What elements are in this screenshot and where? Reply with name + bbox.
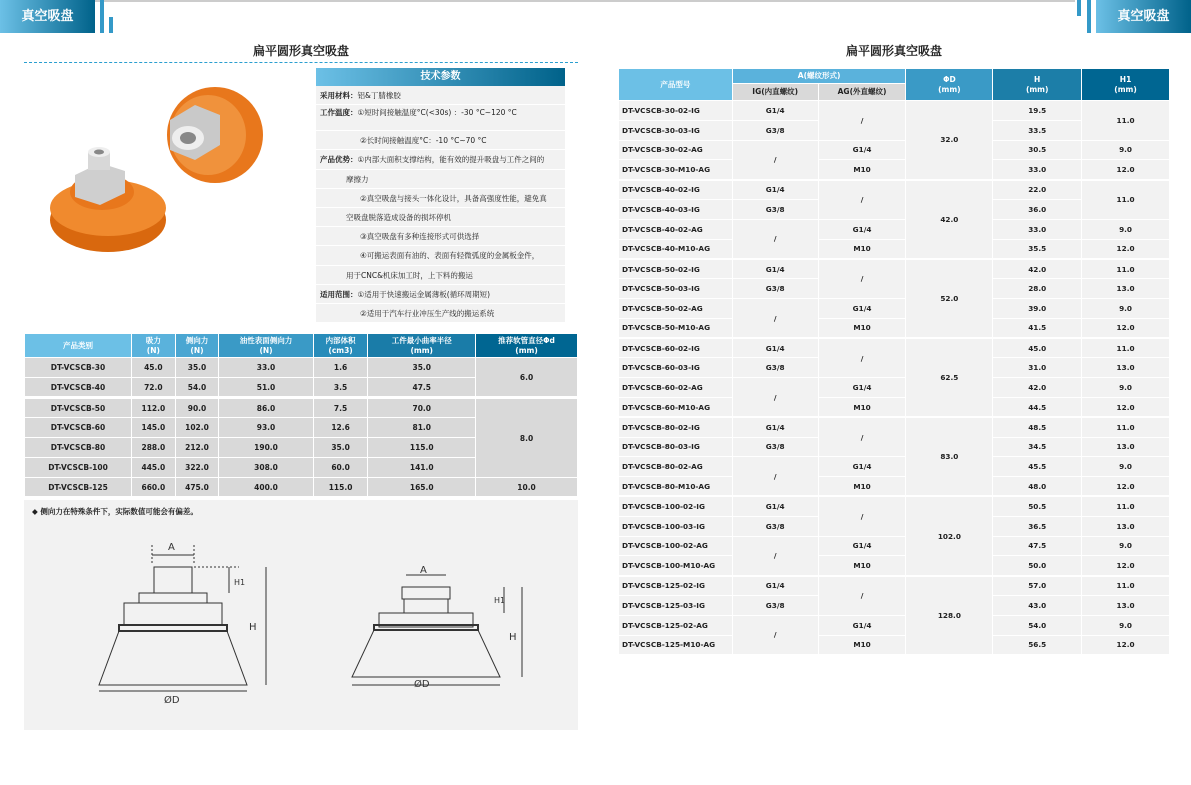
model-row	[619, 239, 1170, 259]
model-cell: DT-VCSCB-100-02-IG	[619, 496, 733, 516]
model-cell: DT-VCSCB-40-02-AG	[619, 219, 733, 239]
ag-thread-cell: M10	[818, 477, 906, 497]
spec-cell: 35.0	[313, 438, 368, 458]
spec-row	[25, 358, 578, 378]
ag-thread-cell: G1/4	[818, 298, 906, 318]
model-cell: DT-VCSCB-50-02-AG	[619, 298, 733, 318]
diameter-cell: 83.0	[906, 417, 993, 496]
h-cell: 36.0	[993, 199, 1082, 219]
ig-thread-cell: /	[732, 298, 818, 338]
header-thread: A(螺纹形式)	[732, 69, 906, 84]
tech-param-text: ②适用于汽车行业冲压生产线的搬运系统	[360, 308, 495, 318]
h-cell: 33.0	[993, 219, 1082, 239]
tech-param-text: ①短时间接触温度°C(<30s) ：-30 °C~120 °C	[357, 108, 517, 118]
spec-cell: 47.5	[368, 378, 476, 398]
ag-thread-cell: M10	[818, 239, 906, 259]
model-row	[619, 615, 1170, 635]
model-cell: DT-VCSCB-80-M10-AG	[619, 477, 733, 497]
model-cell: DT-VCSCB-50-M10-AG	[619, 318, 733, 338]
spec-header: 推荐软管直径Φd (mm)	[476, 334, 578, 358]
tech-param-row	[316, 227, 565, 246]
h1-cell: 11.0	[1082, 417, 1170, 437]
h1-cell: 12.0	[1082, 397, 1170, 417]
tech-param-text: ①内部大面积支撑结构，能有效的提升吸盘与工件之间的	[357, 155, 545, 165]
diameter-cell: 102.0	[906, 496, 993, 575]
spec-cell: 400.0	[219, 478, 313, 498]
spec-cell: 660.0	[132, 478, 176, 498]
model-row	[619, 219, 1170, 239]
ig-thread-cell: G3/8	[732, 437, 818, 457]
h-cell: 28.0	[993, 279, 1082, 299]
model-row	[619, 378, 1170, 398]
h1-cell: 9.0	[1082, 378, 1170, 398]
h1-cell: 11.0	[1082, 576, 1170, 596]
dim-d-label: ØD	[414, 679, 430, 690]
h1-cell: 11.0	[1082, 338, 1170, 358]
ag-thread-cell: M10	[818, 556, 906, 576]
notes-drawing-panel	[24, 500, 578, 730]
model-row	[619, 457, 1170, 477]
spec-header: 产品类别	[25, 334, 132, 358]
top-rule-right	[595, 0, 1075, 2]
tech-param-label: 适用范围：	[320, 289, 358, 299]
model-cell: DT-VCSCB-125-02-AG	[619, 615, 733, 635]
header-model: 产品型号	[619, 69, 733, 101]
spec-cell: 54.0	[175, 378, 219, 398]
dim-d-label: ØD	[164, 695, 180, 705]
ag-thread-cell: G1/4	[818, 140, 906, 160]
dim-a-label: A	[420, 565, 427, 576]
h1-cell: 11.0	[1082, 180, 1170, 220]
model-row	[619, 180, 1170, 200]
dim-h-label: H	[509, 632, 517, 643]
model-cell: DT-VCSCB-40-M10-AG	[619, 239, 733, 259]
dim-a-label: A	[168, 542, 175, 553]
model-cell: DT-VCSCB-100-02-AG	[619, 536, 733, 556]
model-cell: DT-VCSCB-50-02-IG	[619, 259, 733, 279]
h1-cell: 12.0	[1082, 239, 1170, 259]
h-cell: 36.5	[993, 516, 1082, 536]
tech-param-row	[316, 131, 565, 150]
spec-table	[24, 333, 578, 499]
h-cell: 33.5	[993, 120, 1082, 140]
side-force-note: ◆ 侧向力在特殊条件下，实际数值可能会有偏差。	[32, 507, 198, 516]
tech-param-text: 摩擦力	[346, 174, 369, 184]
hose-diameter-cell: 8.0	[476, 398, 578, 478]
spec-cell: 51.0	[219, 378, 313, 398]
spec-cell: 165.0	[368, 478, 476, 498]
model-cell: DT-VCSCB-60-M10-AG	[619, 397, 733, 417]
spec-cell: 445.0	[132, 458, 176, 478]
tech-param-row	[316, 208, 565, 227]
model-cell: DT-VCSCB-125-M10-AG	[619, 635, 733, 655]
dimension-drawing-ig	[94, 535, 304, 705]
h-cell: 48.0	[993, 477, 1082, 497]
spec-cell: 60.0	[313, 458, 368, 478]
h1-cell: 13.0	[1082, 516, 1170, 536]
h1-cell: 9.0	[1082, 536, 1170, 556]
ag-thread-cell: /	[818, 417, 906, 457]
header-d: ΦD (mm)	[906, 69, 993, 101]
h1-cell: 12.0	[1082, 318, 1170, 338]
h1-cell: 12.0	[1082, 477, 1170, 497]
tech-param-row	[316, 246, 565, 265]
left-title-divider	[24, 62, 578, 63]
dim-h1-label: H1	[234, 578, 246, 587]
spec-cell: 212.0	[175, 438, 219, 458]
ig-thread-cell: /	[732, 457, 818, 497]
ag-thread-cell: G1/4	[818, 378, 906, 398]
tech-param-text: ②真空吸盘与接头一体化设计，具备高强度性能，避免真	[360, 193, 547, 203]
tech-params-panel	[316, 68, 565, 323]
model-cell: DT-VCSCB-50-03-IG	[619, 279, 733, 299]
ag-thread-cell: M10	[818, 318, 906, 338]
ig-thread-cell: /	[732, 615, 818, 655]
model-cell: DT-VCSCB-30-02-AG	[619, 140, 733, 160]
ig-thread-cell: G1/4	[732, 417, 818, 437]
spec-cell: DT-VCSCB-100	[25, 458, 132, 478]
section-banner-right: 真空吸盘	[1096, 0, 1191, 33]
h-cell: 33.0	[993, 160, 1082, 180]
left-section-title: 扁平圆形真空吸盘	[252, 44, 349, 58]
spec-cell: 90.0	[175, 398, 219, 418]
right-section-title: 扁平圆形真空吸盘	[845, 44, 942, 58]
spec-cell: 3.5	[313, 378, 368, 398]
product-image	[40, 80, 310, 270]
decor-bar	[1077, 0, 1081, 16]
spec-cell: 145.0	[132, 418, 176, 438]
ig-thread-cell: /	[732, 536, 818, 576]
tech-param-label: 采用材料：	[320, 91, 358, 100]
ig-thread-cell: /	[732, 219, 818, 259]
section-banner-left: 真空吸盘	[0, 0, 95, 33]
spec-cell: 288.0	[132, 438, 176, 458]
header-h: H (mm)	[993, 69, 1082, 101]
h-cell: 42.0	[993, 259, 1082, 279]
model-cell: DT-VCSCB-80-03-IG	[619, 437, 733, 457]
ig-thread-cell: G3/8	[732, 358, 818, 378]
model-row	[619, 298, 1170, 318]
tech-param-row	[316, 285, 565, 304]
h-cell: 31.0	[993, 358, 1082, 378]
model-row	[619, 576, 1170, 596]
spec-cell: 35.0	[368, 358, 476, 378]
spec-header: 内部体积 (cm3)	[313, 334, 368, 358]
tech-param-text: ①适用于快速搬运金属薄板(循环周期短)	[357, 289, 491, 299]
spec-cell: 33.0	[219, 358, 313, 378]
model-row	[619, 318, 1170, 338]
diameter-cell: 62.5	[906, 338, 993, 417]
h-cell: 56.5	[993, 635, 1082, 655]
ig-thread-cell: /	[732, 140, 818, 180]
spec-cell: 308.0	[219, 458, 313, 478]
ag-thread-cell: M10	[818, 635, 906, 655]
ag-thread-cell: G1/4	[818, 219, 906, 239]
h1-cell: 11.0	[1082, 496, 1170, 516]
h-cell: 39.0	[993, 298, 1082, 318]
h1-cell: 13.0	[1082, 437, 1170, 457]
spec-cell: DT-VCSCB-125	[25, 478, 132, 498]
h1-cell: 13.0	[1082, 595, 1170, 615]
dim-h-label: H	[249, 622, 257, 633]
ig-thread-cell: G3/8	[732, 199, 818, 219]
spec-header: 油性表面侧向力 (N)	[219, 334, 313, 358]
model-cell: DT-VCSCB-60-02-IG	[619, 338, 733, 358]
spec-cell: 112.0	[132, 398, 176, 418]
spec-row	[25, 398, 578, 418]
model-cell: DT-VCSCB-125-02-IG	[619, 576, 733, 596]
spec-cell: 93.0	[219, 418, 313, 438]
tech-param-row	[316, 189, 565, 208]
model-cell: DT-VCSCB-80-02-IG	[619, 417, 733, 437]
ig-thread-cell: G1/4	[732, 180, 818, 200]
tech-param-row	[316, 105, 565, 131]
ag-thread-cell: /	[818, 576, 906, 616]
spec-cell: 35.0	[175, 358, 219, 378]
spec-cell: 141.0	[368, 458, 476, 478]
dim-h1-label: H1	[494, 596, 506, 605]
model-row	[619, 417, 1170, 437]
decor-bar	[1087, 0, 1091, 33]
h-cell: 50.0	[993, 556, 1082, 576]
h1-cell: 9.0	[1082, 457, 1170, 477]
model-cell: DT-VCSCB-60-03-IG	[619, 358, 733, 378]
ig-thread-cell: G3/8	[732, 516, 818, 536]
ig-thread-cell: G1/4	[732, 259, 818, 279]
h1-cell: 13.0	[1082, 358, 1170, 378]
h-cell: 48.5	[993, 417, 1082, 437]
tech-param-row	[316, 304, 565, 323]
h-cell: 34.5	[993, 437, 1082, 457]
spec-cell: DT-VCSCB-40	[25, 378, 132, 398]
h1-cell: 9.0	[1082, 615, 1170, 635]
tech-param-text: 空吸盘脱落造成设备的损坏停机	[346, 212, 451, 222]
model-row	[619, 101, 1170, 121]
ig-thread-cell: G3/8	[732, 595, 818, 615]
h-cell: 47.5	[993, 536, 1082, 556]
h1-cell: 11.0	[1082, 259, 1170, 279]
dimension-drawing-ag	[334, 565, 534, 705]
header-ag: AG(外直螺纹)	[818, 84, 906, 101]
h1-cell: 12.0	[1082, 556, 1170, 576]
header-h1: H1 (mm)	[1082, 69, 1170, 101]
spec-cell: DT-VCSCB-60	[25, 418, 132, 438]
diameter-cell: 52.0	[906, 259, 993, 338]
h-cell: 50.5	[993, 496, 1082, 516]
decor-bar	[109, 17, 113, 33]
header-ig: IG(内直螺纹)	[732, 84, 818, 101]
model-cell: DT-VCSCB-60-02-AG	[619, 378, 733, 398]
model-row	[619, 397, 1170, 417]
spec-cell: DT-VCSCB-50	[25, 398, 132, 418]
model-row	[619, 635, 1170, 655]
spec-header: 侧向力 (N)	[175, 334, 219, 358]
spec-row	[25, 478, 578, 498]
ig-thread-cell: G3/8	[732, 120, 818, 140]
model-cell: DT-VCSCB-40-03-IG	[619, 199, 733, 219]
spec-header: 工件最小曲率半径 (mm)	[368, 334, 476, 358]
ag-thread-cell: /	[818, 338, 906, 378]
model-row	[619, 536, 1170, 556]
spec-cell: 1.6	[313, 358, 368, 378]
spec-cell: DT-VCSCB-30	[25, 358, 132, 378]
tech-param-text: 铝&丁腈橡胶	[357, 91, 401, 100]
tech-params-title: 技术参数	[316, 68, 565, 86]
spec-cell: 115.0	[368, 438, 476, 458]
tech-param-label: 工作温度：	[320, 108, 358, 118]
model-table	[618, 68, 1170, 656]
decor-bar	[100, 0, 104, 33]
spec-header: 吸力 (N)	[132, 334, 176, 358]
model-cell: DT-VCSCB-125-03-IG	[619, 595, 733, 615]
ag-thread-cell: G1/4	[818, 615, 906, 635]
h-cell: 54.0	[993, 615, 1082, 635]
model-row	[619, 338, 1170, 358]
tech-param-text: ②长时间接触温度°C：-10 °C~70 °C	[360, 136, 487, 146]
spec-cell: 190.0	[219, 438, 313, 458]
hose-diameter-cell: 10.0	[476, 478, 578, 498]
ag-thread-cell: /	[818, 496, 906, 536]
tech-param-row	[316, 266, 565, 285]
spec-cell: 86.0	[219, 398, 313, 418]
model-row	[619, 556, 1170, 576]
h1-cell: 13.0	[1082, 279, 1170, 299]
spec-cell: 70.0	[368, 398, 476, 418]
spec-cell: 475.0	[175, 478, 219, 498]
model-row	[619, 477, 1170, 497]
ag-thread-cell: /	[818, 259, 906, 299]
diameter-cell: 42.0	[906, 180, 993, 259]
tech-param-row	[316, 150, 565, 169]
h-cell: 22.0	[993, 180, 1082, 200]
ig-thread-cell: /	[732, 378, 818, 418]
ag-thread-cell: /	[818, 180, 906, 220]
ig-thread-cell: G1/4	[732, 338, 818, 358]
h1-cell: 9.0	[1082, 298, 1170, 318]
ag-thread-cell: M10	[818, 397, 906, 417]
tech-param-text: ④可搬运表面有油的、表面有轻微弧度的金属板金件，	[360, 251, 540, 261]
h-cell: 57.0	[993, 576, 1082, 596]
model-cell: DT-VCSCB-100-M10-AG	[619, 556, 733, 576]
h1-cell: 12.0	[1082, 635, 1170, 655]
model-cell: DT-VCSCB-100-03-IG	[619, 516, 733, 536]
h-cell: 30.5	[993, 140, 1082, 160]
spec-cell: 81.0	[368, 418, 476, 438]
h1-cell: 9.0	[1082, 219, 1170, 239]
hose-diameter-cell: 6.0	[476, 358, 578, 398]
top-rule-left	[95, 0, 595, 2]
spec-cell: DT-VCSCB-80	[25, 438, 132, 458]
ig-thread-cell: G1/4	[732, 101, 818, 121]
spec-cell: 7.5	[313, 398, 368, 418]
model-row	[619, 140, 1170, 160]
model-cell: DT-VCSCB-30-M10-AG	[619, 160, 733, 180]
h-cell: 43.0	[993, 595, 1082, 615]
ag-thread-cell: G1/4	[818, 457, 906, 477]
h-cell: 35.5	[993, 239, 1082, 259]
ag-thread-cell: M10	[818, 160, 906, 180]
model-cell: DT-VCSCB-80-02-AG	[619, 457, 733, 477]
ig-thread-cell: G3/8	[732, 279, 818, 299]
h-cell: 45.0	[993, 338, 1082, 358]
h1-cell: 9.0	[1082, 140, 1170, 160]
diameter-cell: 128.0	[906, 576, 993, 655]
h-cell: 19.5	[993, 101, 1082, 121]
tech-param-row	[316, 170, 565, 189]
ag-thread-cell: G1/4	[818, 536, 906, 556]
model-cell: DT-VCSCB-40-02-IG	[619, 180, 733, 200]
ag-thread-cell: /	[818, 101, 906, 141]
tech-param-text: 用于CNC&机床加工时，上下料的搬运	[346, 270, 473, 280]
spec-cell: 322.0	[175, 458, 219, 478]
tech-param-text: ③真空吸盘有多种连接形式可供选择	[360, 232, 480, 242]
h-cell: 44.5	[993, 397, 1082, 417]
h-cell: 41.5	[993, 318, 1082, 338]
spec-cell: 45.0	[132, 358, 176, 378]
ig-thread-cell: G1/4	[732, 576, 818, 596]
diameter-cell: 32.0	[906, 101, 993, 180]
spec-cell: 102.0	[175, 418, 219, 438]
model-cell: DT-VCSCB-30-02-IG	[619, 101, 733, 121]
h1-cell: 11.0	[1082, 101, 1170, 141]
ig-thread-cell: G1/4	[732, 496, 818, 516]
spec-cell: 12.6	[313, 418, 368, 438]
h-cell: 45.5	[993, 457, 1082, 477]
tech-param-label: 产品优势：	[320, 155, 358, 165]
tech-param-row	[316, 86, 565, 105]
model-cell: DT-VCSCB-30-03-IG	[619, 120, 733, 140]
model-row	[619, 259, 1170, 279]
spec-cell: 72.0	[132, 378, 176, 398]
h-cell: 42.0	[993, 378, 1082, 398]
h1-cell: 12.0	[1082, 160, 1170, 180]
model-row	[619, 160, 1170, 180]
spec-cell: 115.0	[313, 478, 368, 498]
model-row	[619, 496, 1170, 516]
